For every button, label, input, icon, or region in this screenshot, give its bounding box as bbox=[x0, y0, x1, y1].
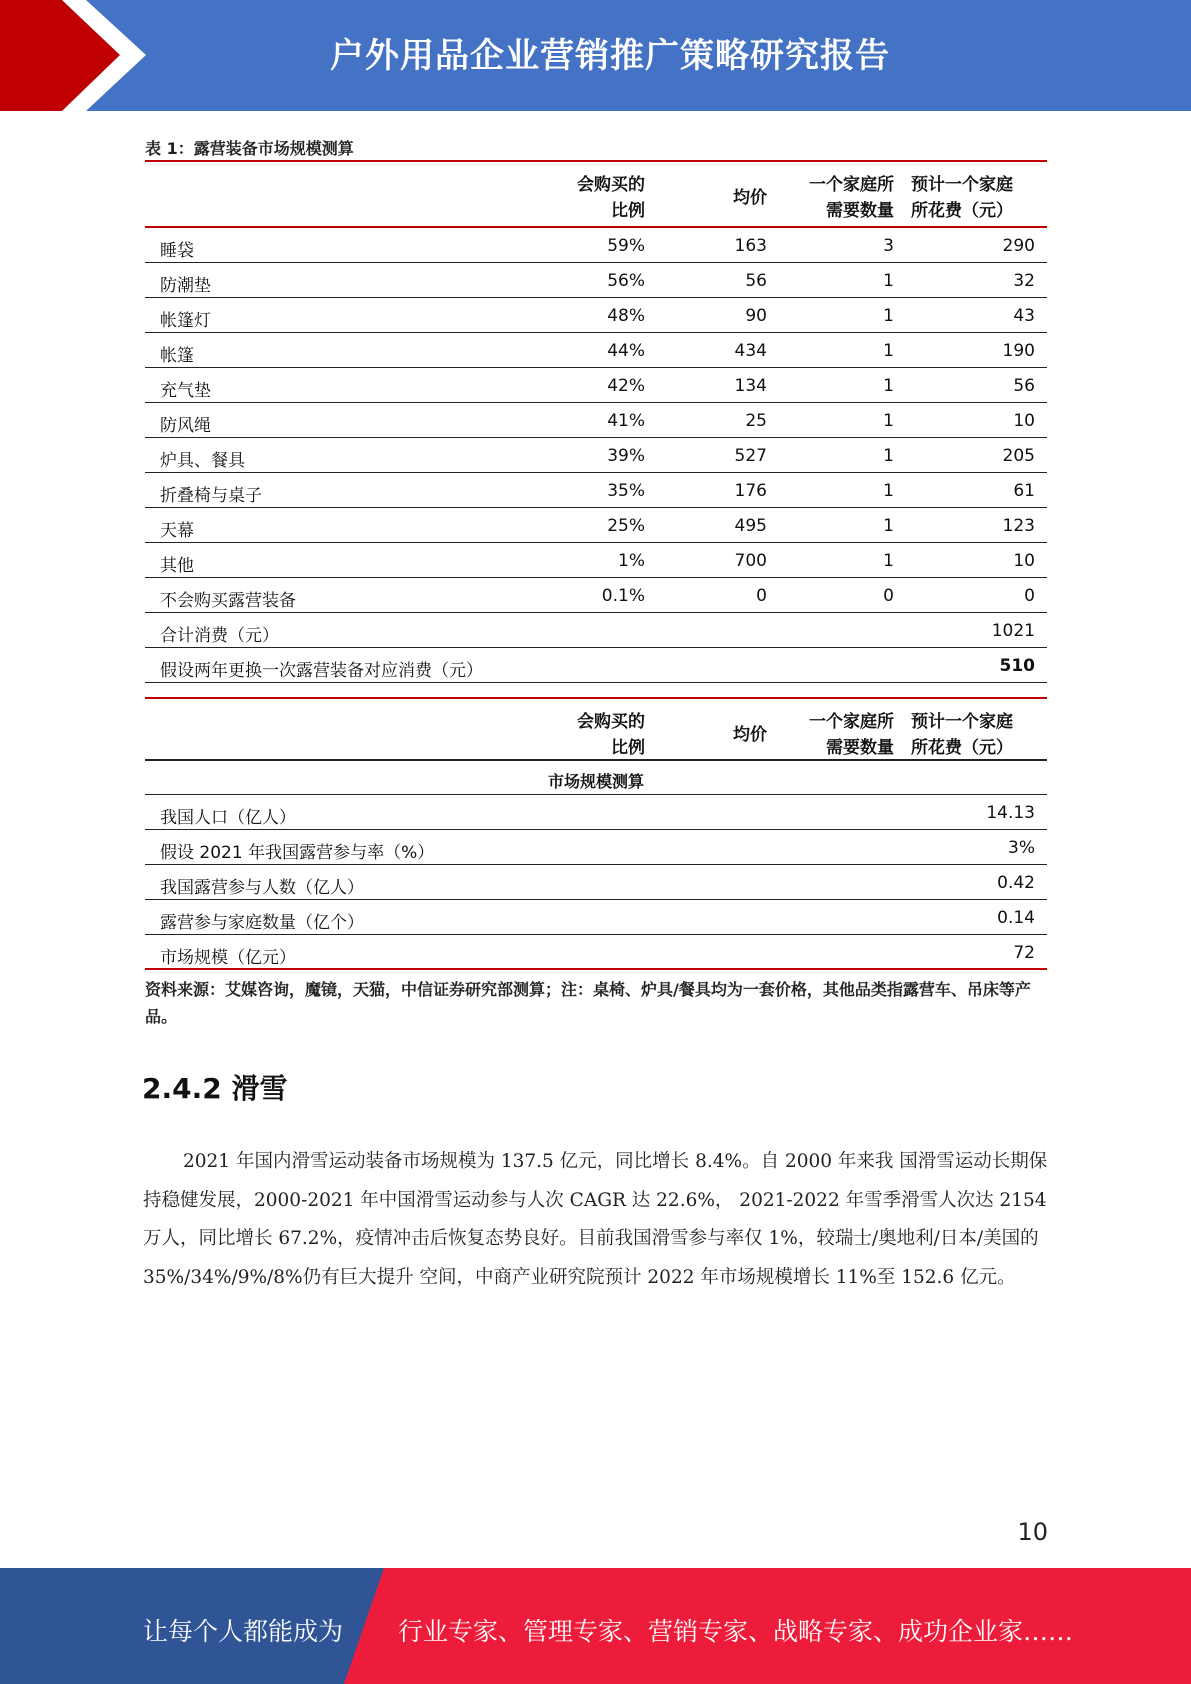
cell-spend: 32 bbox=[1013, 271, 1035, 291]
market-label: 露营参与家庭数量（亿个） bbox=[160, 912, 364, 933]
cell-price: 134 bbox=[734, 376, 767, 396]
header-spend-2: 预计一个家庭 所花费（元） bbox=[911, 712, 1013, 758]
cell-ratio: 25% bbox=[607, 516, 645, 536]
cell-spend: 290 bbox=[1002, 236, 1035, 256]
header-ratio: 会购买的 比例 bbox=[577, 175, 645, 221]
cell-qty: 1 bbox=[883, 446, 894, 466]
market-label: 假设 2021 年我国露营参与率（%） bbox=[160, 842, 435, 863]
footer-slogan-left: 让每个人都能成为 bbox=[143, 1617, 344, 1646]
table-row bbox=[145, 228, 1047, 263]
header-spend: 预计一个家庭 所花费（元） bbox=[911, 175, 1013, 221]
cell-name: 帐篷 bbox=[160, 346, 194, 366]
market-bottom-rule bbox=[145, 968, 1047, 970]
footer-banner bbox=[0, 1568, 1191, 1684]
cell-ratio: 0.1% bbox=[601, 586, 645, 606]
market-label: 市场规模（亿元） bbox=[160, 947, 296, 968]
cell-ratio: 41% bbox=[607, 411, 645, 431]
cell-price: 56 bbox=[745, 271, 767, 291]
market-row bbox=[145, 865, 1047, 900]
header-price: 均价 bbox=[733, 188, 767, 208]
cell-qty: 1 bbox=[883, 341, 894, 361]
cell-name: 其他 bbox=[160, 556, 194, 576]
cell-ratio: 59% bbox=[607, 236, 645, 256]
cell-ratio: 56% bbox=[607, 271, 645, 291]
table-row bbox=[145, 578, 1047, 613]
cell-spend: 56 bbox=[1013, 376, 1035, 396]
biennial-row: 假设两年更换一次露营装备对应消费（元） 510 bbox=[145, 648, 1047, 683]
cell-qty: 0 bbox=[883, 586, 894, 606]
cell-qty: 3 bbox=[883, 236, 894, 256]
header-qty: 一个家庭所 需要数量 bbox=[809, 175, 894, 221]
header-qty-2: 一个家庭所 需要数量 bbox=[809, 712, 894, 758]
market-label: 我国人口（亿人） bbox=[160, 807, 296, 828]
cell-ratio: 42% bbox=[607, 376, 645, 396]
cell-price: 527 bbox=[734, 446, 767, 466]
market-table-header bbox=[145, 699, 1047, 759]
chevron-decoration bbox=[0, 0, 160, 111]
body-paragraph: 2021 年国内滑雪运动装备市场规模为 137.5 亿元，同比增长 8.4%。自 2000 年来我 国滑雪运动长期保持稳健发展，2000-2021 年中国滑雪运动参与人次 CAGR 达 22.6%， 2021-2022 年雪季滑雪人次达 2154 万人，同比增长 67.2%，疫情冲击后恢复态势良好。目前我国滑雪参与率仅 1%，较瑞士/奥地利/日本/美国的 35%/34%/9%/8%仍有巨大提升 空间，中商产业研究院预计 2022 年市场规模增长 11%至 152.6 亿元。 bbox=[143, 1151, 1048, 1288]
cell-name: 防风绳 bbox=[160, 416, 211, 436]
cell-name: 充气垫 bbox=[160, 381, 211, 401]
cell-spend: 10 bbox=[1013, 411, 1035, 431]
cell-name: 睡袋 bbox=[160, 241, 194, 261]
cell-name: 防潮垫 bbox=[160, 276, 211, 296]
market-row bbox=[145, 830, 1047, 865]
cell-spend: 10 bbox=[1013, 551, 1035, 571]
table-row bbox=[145, 473, 1047, 508]
report-title: 户外用品企业营销推广策略研究报告 bbox=[330, 36, 890, 76]
table-row bbox=[145, 263, 1047, 298]
header-banner bbox=[0, 0, 1191, 111]
cell-spend: 205 bbox=[1002, 446, 1035, 466]
cell-spend: 123 bbox=[1002, 516, 1035, 536]
cell-ratio: 48% bbox=[607, 306, 645, 326]
cell-price: 25 bbox=[745, 411, 767, 431]
cell-qty: 1 bbox=[883, 271, 894, 291]
cell-price: 700 bbox=[734, 551, 767, 571]
cell-ratio: 39% bbox=[607, 446, 645, 466]
footer-slogan-right: 行业专家、管理专家、营销专家、战略专家、成功企业家…… bbox=[398, 1617, 1074, 1646]
table-row bbox=[145, 438, 1047, 473]
equipment-table bbox=[145, 160, 1047, 683]
market-label: 我国露营参与人数（亿人） bbox=[160, 877, 364, 898]
cell-price: 90 bbox=[745, 306, 767, 326]
cell-spend: 190 bbox=[1002, 341, 1035, 361]
cell-price: 495 bbox=[734, 516, 767, 536]
section-heading: 2.4.2 滑雪 bbox=[142, 1072, 288, 1105]
table-caption: 表 1：露营装备市场规模测算 bbox=[145, 139, 354, 158]
market-row bbox=[145, 900, 1047, 935]
header-ratio-2: 会购买的 比例 bbox=[577, 712, 645, 758]
table-row bbox=[145, 508, 1047, 543]
cell-qty: 1 bbox=[883, 376, 894, 396]
table-row bbox=[145, 368, 1047, 403]
table-row bbox=[145, 543, 1047, 578]
cell-name: 折叠椅与桌子 bbox=[160, 486, 262, 506]
cell-ratio: 35% bbox=[607, 481, 645, 501]
cell-price: 176 bbox=[734, 481, 767, 501]
cell-qty: 1 bbox=[883, 551, 894, 571]
market-value: 14.13 bbox=[986, 802, 1035, 823]
market-row bbox=[145, 935, 1047, 970]
cell-price: 163 bbox=[734, 236, 767, 256]
cell-spend: 0 bbox=[1024, 586, 1035, 606]
cell-qty: 1 bbox=[883, 516, 894, 536]
cell-ratio: 44% bbox=[607, 341, 645, 361]
market-table bbox=[145, 697, 1047, 970]
cell-name: 天幕 bbox=[160, 521, 194, 541]
cell-name: 炉具、餐具 bbox=[160, 451, 245, 471]
market-value: 72 bbox=[1013, 942, 1035, 963]
cell-spend: 61 bbox=[1013, 481, 1035, 501]
cell-name: 不会购买露营装备 bbox=[160, 591, 296, 611]
cell-ratio: 1% bbox=[618, 551, 645, 571]
cell-qty: 1 bbox=[883, 306, 894, 326]
market-subtitle: 市场规模测算 bbox=[145, 761, 1047, 795]
market-value: 3% bbox=[1008, 837, 1035, 858]
table-header bbox=[145, 162, 1047, 226]
cell-qty: 1 bbox=[883, 411, 894, 431]
market-body bbox=[145, 795, 1047, 970]
source-note: 资料来源：艾媒咨询，魔镜，天猫，中信证券研究部测算；注：桌椅、炉具/餐具均为一套价格，其他品类指露营车、吊床等产品。 bbox=[145, 980, 1031, 1026]
page-number: 10 bbox=[1017, 1518, 1048, 1546]
cell-spend: 43 bbox=[1013, 306, 1035, 326]
market-value: 0.42 bbox=[997, 872, 1035, 893]
table-row bbox=[145, 403, 1047, 438]
header-price-2: 均价 bbox=[733, 725, 767, 745]
table-row bbox=[145, 333, 1047, 368]
market-row bbox=[145, 795, 1047, 830]
total-row: 合计消费（元） 1021 bbox=[145, 613, 1047, 648]
market-value: 0.14 bbox=[997, 907, 1035, 928]
cell-qty: 1 bbox=[883, 481, 894, 501]
table-row bbox=[145, 298, 1047, 333]
cell-name: 帐篷灯 bbox=[160, 311, 211, 331]
cell-price: 434 bbox=[734, 341, 767, 361]
table-body bbox=[145, 228, 1047, 613]
cell-price: 0 bbox=[756, 586, 767, 606]
